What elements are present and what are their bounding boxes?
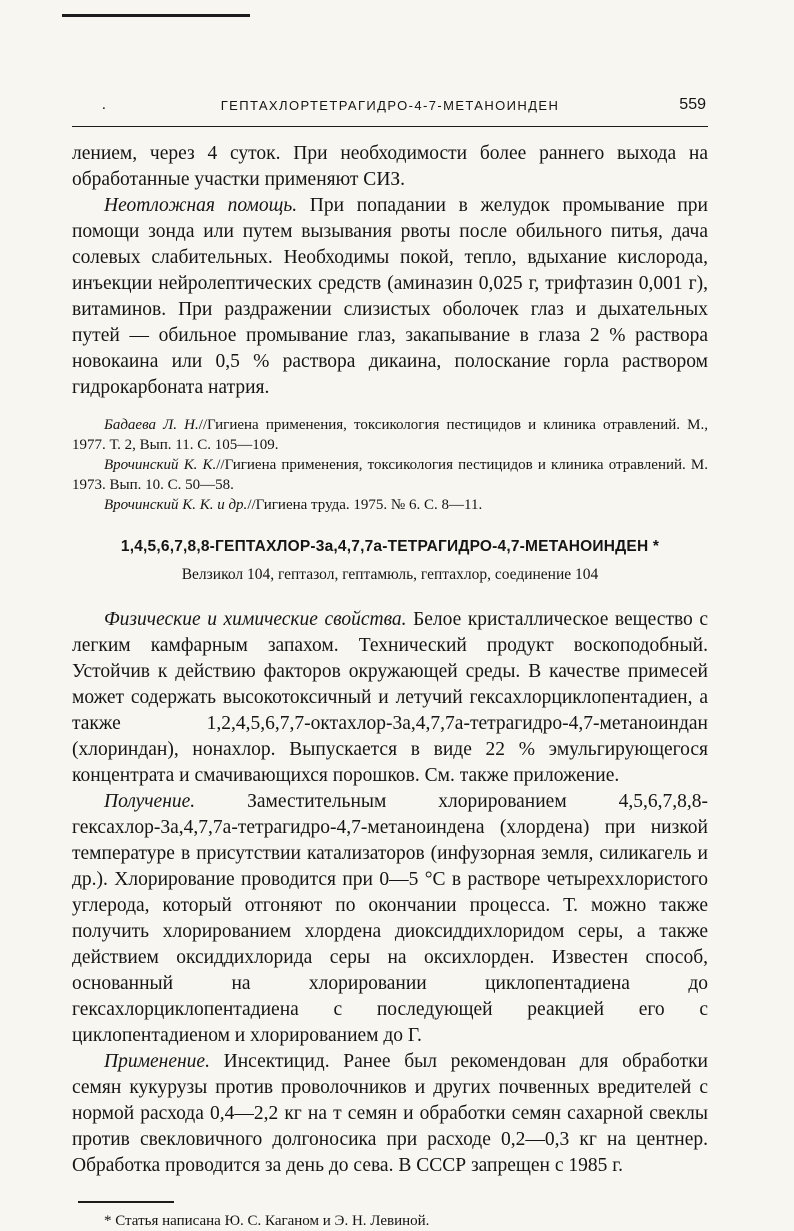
article-body <box>72 607 708 1179</box>
reference-author: Бадаева Л. Н. <box>104 417 199 433</box>
top-edge-rule <box>62 14 250 17</box>
paragraph-lead: Получение. <box>104 791 196 812</box>
paragraph-lead: Физические и химические свойства. <box>104 609 407 630</box>
paragraph-continuation <box>72 141 708 193</box>
paragraph-production <box>72 789 708 1049</box>
page-header <box>72 96 708 127</box>
paragraph-text: лением, через 4 суток. При необходимости более раннего выхода на обработанные участки применяют СИЗ. <box>72 143 708 190</box>
header-dot: . <box>102 97 106 113</box>
page-number: 559 <box>679 96 706 113</box>
footnote-rule <box>78 1201 174 1203</box>
reference-item <box>72 495 708 515</box>
paragraph-application <box>72 1049 708 1179</box>
reference-item <box>72 415 708 455</box>
paragraph-lead: Неотложная помощь. <box>104 195 298 216</box>
footnote: * Статья написана Ю. С. Каганом и Э. Н. Левиной. <box>104 1212 430 1229</box>
reference-author: Врочинский К. К. и др. <box>104 497 248 513</box>
page-body <box>72 141 708 1231</box>
paragraph-text: Инсектицид. Ранее был рекомендован для обработки семян кукурузы против проволочников и других почвенных вредителей с нормой расхода 0,4—2,2 кг на т семян и обработки семян сахарной свеклы против свекловичного долгоносика при расходе 0,2—0,3 кг на центнер. Обработка проводится за день до сева. В СССР запрещен с 1985 г. <box>72 1051 708 1176</box>
paragraph-text: Белое кристаллическое вещество с легким камфарным запахом. Технический продукт воскоподобный. Устойчив к действию факторов окружающей среды. В качестве примесей может содержать высокотоксичный и летучий гексахлорциклопентадиен, а также 1,2,4,5,6,7,7-октахлор-3а,4,7,7а-тетрагидро-4,7-метаноиндан (хлориндан), нонахлор. Выпускается в виде 22 % эмульгирующегося концентрата и смачивающихся порошков. См. также приложение. <box>72 609 708 786</box>
article-synonyms: Велзикол 104, гептазол, гептамюль, гептахлор, соединение 104 <box>181 566 599 583</box>
references <box>72 415 708 515</box>
article-title: 1,4,5,6,7,8,8-ГЕПТАХЛОР-3а,4,7,7а-ТЕТРАГИДРО-4,7-МЕТАНОИНДЕН * <box>120 538 660 555</box>
paragraph-text: Заместительным хлорированием 4,5,6,7,8,8-гексахлор-3а,4,7,7а-тетрагидро-4,7-метаноиндена (хлордена) при низкой температуре в присутствии катализаторов (инфузорная земля, силикагель и др.). Хлорирование проводится при 0—5 °С в растворе четыреххлористого углерода, который отгоняют по окончании процесса. Т. можно также получить хлорированием хлордена диоксиддихлоридом серы, а также действием оксиддихлорида серы на оксихлорден. Известен способ, основанный на хлорировании циклопентадиена до гексахлорциклопентадиена с последующей реакцией его с циклопентадиеном и хлорированием до Г. <box>72 791 708 1046</box>
running-head: ГЕПТАХЛОРТЕТРАГИДРО-4-7-МЕТАНОИНДЕН <box>220 98 560 113</box>
paragraph-properties <box>72 607 708 789</box>
paragraph-text: При попадании в желудок промывание при помощи зонда или путем вызывания рвоты после обильного питья, дача солевых слабительных. Необходимы покой, тепло, вдыхание кислорода, инъекции нейролептических средств (аминазин 0,025 г, трифтазин 0,001 г), витаминов. При раздражении слизистых оболочек глаз и дыхательных путей — обильное промывание глаз, закапывание в глаза 2 % раствора новокаина или 0,5 % раствора дикаина, полоскание горла раствором гидрокарбоната натрия. <box>72 195 708 398</box>
reference-item <box>72 455 708 495</box>
reference-author: Врочинский К. К. <box>104 457 217 473</box>
paragraph-emergency-aid <box>72 193 708 401</box>
reference-text: //Гигиена применения, токсикология пестицидов и клиника отравлений. М. 1973. Вып. 10. С. 50—58. <box>72 457 709 493</box>
paragraph-lead: Применение. <box>104 1051 210 1072</box>
reference-text: //Гигиена труда. 1975. № 6. С. 8—11. <box>247 497 483 513</box>
reference-text: //Гигиена применения, токсикология пестицидов и клиника отравлений. М., 1977. Т. 2, Вып. 11. С. 105—109. <box>72 417 708 453</box>
